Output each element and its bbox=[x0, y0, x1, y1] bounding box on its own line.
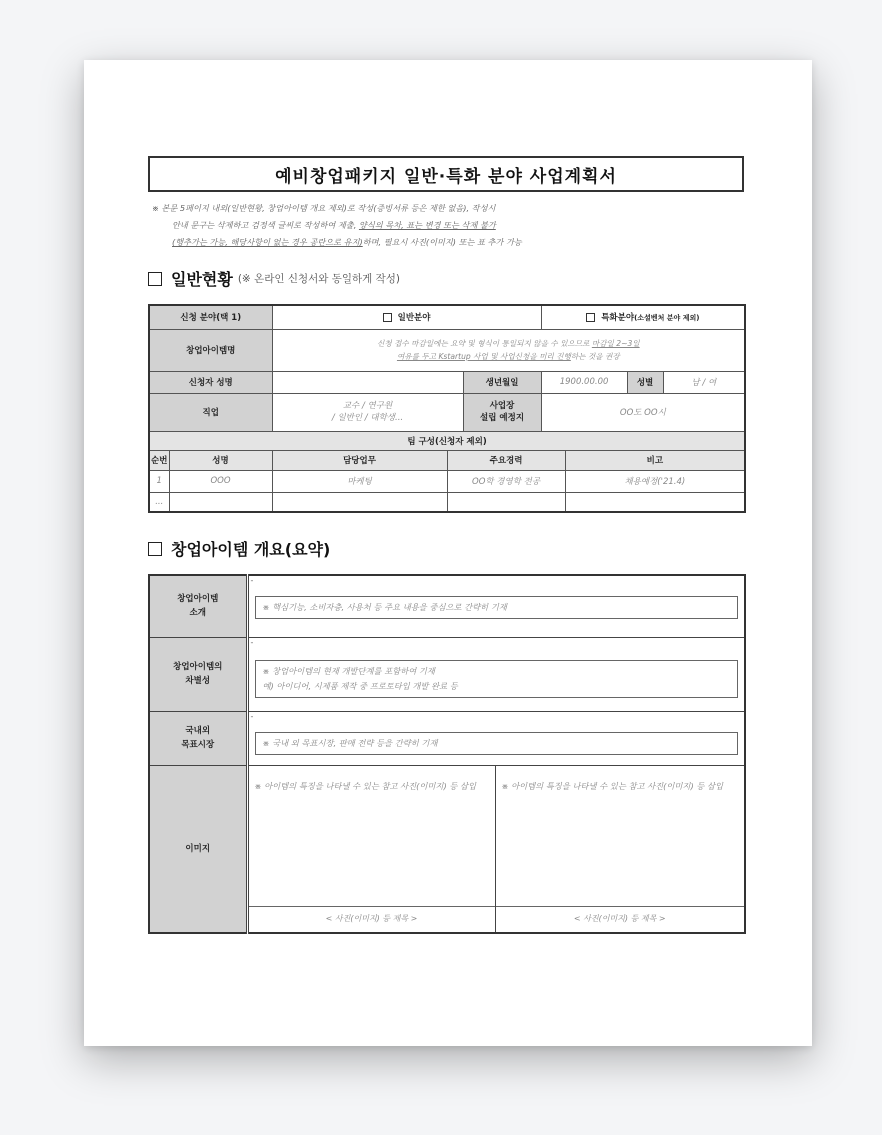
field-label: 신청 분야(택 1) bbox=[149, 305, 272, 329]
section-overview-heading bbox=[148, 537, 744, 560]
field-special-option[interactable] bbox=[541, 305, 745, 329]
section-general-heading bbox=[148, 267, 744, 290]
team-cell[interactable]: OOO bbox=[169, 470, 272, 492]
image-left-hint: ※ 아이템의 특징을 나타낼 수 있는 참고 사진(이미지) 등 삽입 bbox=[254, 780, 477, 791]
image-left-caption: < 사진(이미지) 등 제목 > bbox=[249, 906, 495, 930]
team-cell[interactable] bbox=[565, 492, 745, 512]
overview-row-market bbox=[149, 711, 745, 765]
section-general-subtitle: (※ 온라인 신청서와 동일하게 작성) bbox=[237, 273, 401, 285]
overview-diff-label-1: 창업아이템의 bbox=[173, 662, 223, 672]
applicant-label: 신청자 성명 bbox=[149, 371, 272, 393]
table-row bbox=[149, 470, 745, 492]
note-line-2b: 양식의 목차, 표는 변경 또는 삭제 불가 bbox=[358, 220, 496, 230]
item-hint-1b: 요약 및 형식이 통일되지 않을 수 있으므로 bbox=[450, 339, 592, 348]
overview-diff-hint-2: 예) 아이디어, 시제품 제작 중 프로토타입 개발 완료 등 bbox=[262, 680, 458, 691]
field-special-label: 특화분야 bbox=[601, 313, 635, 324]
overview-market-cell[interactable] bbox=[247, 711, 745, 765]
field-general-option[interactable] bbox=[272, 305, 541, 329]
field-special-note: (소셜벤처 분야 제외) bbox=[634, 314, 700, 323]
image-right-caption: < 사진(이미지) 등 제목 > bbox=[496, 906, 745, 930]
overview-market-hint: ※ 국내 외 목표시장, 판매 전략 등을 간략히 기재 bbox=[255, 732, 739, 755]
overview-diff-label bbox=[149, 637, 247, 711]
overview-market-label bbox=[149, 711, 247, 765]
team-col-role: 담당업무 bbox=[272, 450, 447, 470]
checkbox-icon bbox=[383, 313, 392, 322]
checkbox-icon bbox=[586, 313, 595, 322]
dash-marker: - bbox=[250, 576, 254, 585]
gender-value[interactable]: 남 / 여 bbox=[663, 371, 745, 393]
dash-marker: - bbox=[250, 711, 254, 721]
team-cell[interactable]: ... bbox=[149, 492, 169, 512]
location-label-2: 설립 예정지 bbox=[480, 413, 525, 423]
job-label: 직업 bbox=[149, 393, 272, 431]
overview-intro-label-2: 소개 bbox=[189, 608, 206, 619]
location-value[interactable]: OO도 OO시 bbox=[541, 393, 745, 431]
team-col-note: 비고 bbox=[565, 450, 745, 470]
overview-row-image bbox=[149, 765, 745, 933]
note-line-3b: 하며, 필요시 사진(이미지) 또는 표 추가 가능 bbox=[362, 237, 522, 247]
dash-marker: - bbox=[250, 637, 254, 647]
image-right-hint: ※ 아이템의 특징을 나타낼 수 있는 참고 사진(이미지) 등 삽입 bbox=[501, 780, 724, 791]
birth-label: 생년월일 bbox=[463, 371, 541, 393]
note-line-2 bbox=[152, 217, 744, 234]
item-hint-1c: 마감일 2~3일 bbox=[591, 339, 640, 348]
section-general-title: 일반현황 bbox=[171, 270, 233, 289]
overview-row-diff bbox=[149, 637, 745, 711]
overview-market-label-1: 국내외 bbox=[185, 726, 211, 736]
job-hint-1: 교수 / 연구원 bbox=[342, 401, 393, 411]
team-cell[interactable] bbox=[447, 492, 565, 512]
item-hint-1a: 신청 접수 마감일에는 bbox=[376, 339, 451, 348]
job-value[interactable] bbox=[272, 393, 463, 431]
item-name-value[interactable] bbox=[272, 329, 745, 371]
overview-intro-label-1: 창업아이템 bbox=[177, 594, 219, 605]
note-line-3 bbox=[152, 234, 744, 251]
checkbox-square-icon bbox=[148, 272, 162, 286]
team-cell[interactable]: OO학 경영학 전공 bbox=[447, 470, 565, 492]
birth-value[interactable]: 1900.00.00 bbox=[541, 371, 627, 393]
overview-image-label: 이미지 bbox=[149, 765, 247, 933]
document-content bbox=[148, 156, 744, 934]
overview-row-intro bbox=[149, 575, 745, 637]
note-line-3a: (행추가는 가능, 해당사항이 없는 경우 공란으로 유지) bbox=[172, 237, 363, 247]
general-status-table bbox=[148, 304, 746, 513]
image-cell-right[interactable] bbox=[495, 765, 745, 933]
team-col-career: 주요경력 bbox=[447, 450, 565, 470]
team-cell[interactable]: 채용예정('21.4) bbox=[565, 470, 745, 492]
team-col-name: 성명 bbox=[169, 450, 272, 470]
item-hint-2b: 하는 것을 권장 bbox=[570, 352, 620, 361]
job-hint-2: / 일반인 / 대학생... bbox=[331, 413, 404, 423]
overview-market-label-2: 목표시장 bbox=[181, 740, 215, 750]
document-title: 예비창업패키지 일반·특화 분야 사업계획서 bbox=[148, 156, 744, 192]
applicant-value[interactable] bbox=[272, 371, 463, 393]
note-line-1: ※ 본문 5페이지 내외(일반현황, 창업아이템 개요 제외)로 작성(증빙서류 등은 제한 없음), 작성시 bbox=[152, 203, 496, 213]
overview-diff-hint-1: ※ 창업아이템의 현재 개발단계를 포함하여 기재 bbox=[262, 665, 435, 676]
team-cell[interactable]: 1 bbox=[149, 470, 169, 492]
section-overview-title: 창업아이템 개요(요약) bbox=[171, 540, 331, 559]
team-cell[interactable] bbox=[272, 492, 447, 512]
team-cell[interactable]: 마케팅 bbox=[272, 470, 447, 492]
team-col-no: 순번 bbox=[149, 450, 169, 470]
instruction-notes bbox=[148, 200, 744, 251]
overview-intro-cell[interactable] bbox=[247, 575, 745, 637]
item-overview-table bbox=[148, 574, 746, 934]
image-cell-left[interactable] bbox=[247, 765, 495, 933]
checkbox-square-icon bbox=[148, 542, 162, 556]
item-name-label: 창업아이템명 bbox=[149, 329, 272, 371]
team-columns-row bbox=[149, 450, 745, 470]
overview-diff-label-2: 차별성 bbox=[185, 676, 211, 686]
item-hint-2: 여유를 두고 Kstartup 사업 및 사업신청을 미리 진행 bbox=[396, 352, 571, 361]
team-cell[interactable] bbox=[169, 492, 272, 512]
gender-label: 성별 bbox=[627, 371, 663, 393]
table-row bbox=[149, 492, 745, 512]
overview-diff-hint bbox=[255, 660, 739, 698]
overview-intro-label bbox=[149, 575, 247, 637]
note-line-2a: 안내 문구는 삭제하고 검정색 글씨로 작성하여 제출, bbox=[172, 220, 359, 230]
document-page bbox=[84, 60, 812, 1046]
overview-intro-hint: ※ 핵심기능, 소비자층, 사용처 등 주요 내용을 중심으로 간략히 기재 bbox=[255, 596, 739, 619]
location-label bbox=[463, 393, 541, 431]
location-label-1: 사업장 bbox=[489, 401, 515, 411]
overview-diff-cell[interactable] bbox=[247, 637, 745, 711]
field-general-label: 일반분야 bbox=[397, 313, 431, 324]
team-header: 팀 구성(신청자 제외) bbox=[149, 431, 745, 450]
